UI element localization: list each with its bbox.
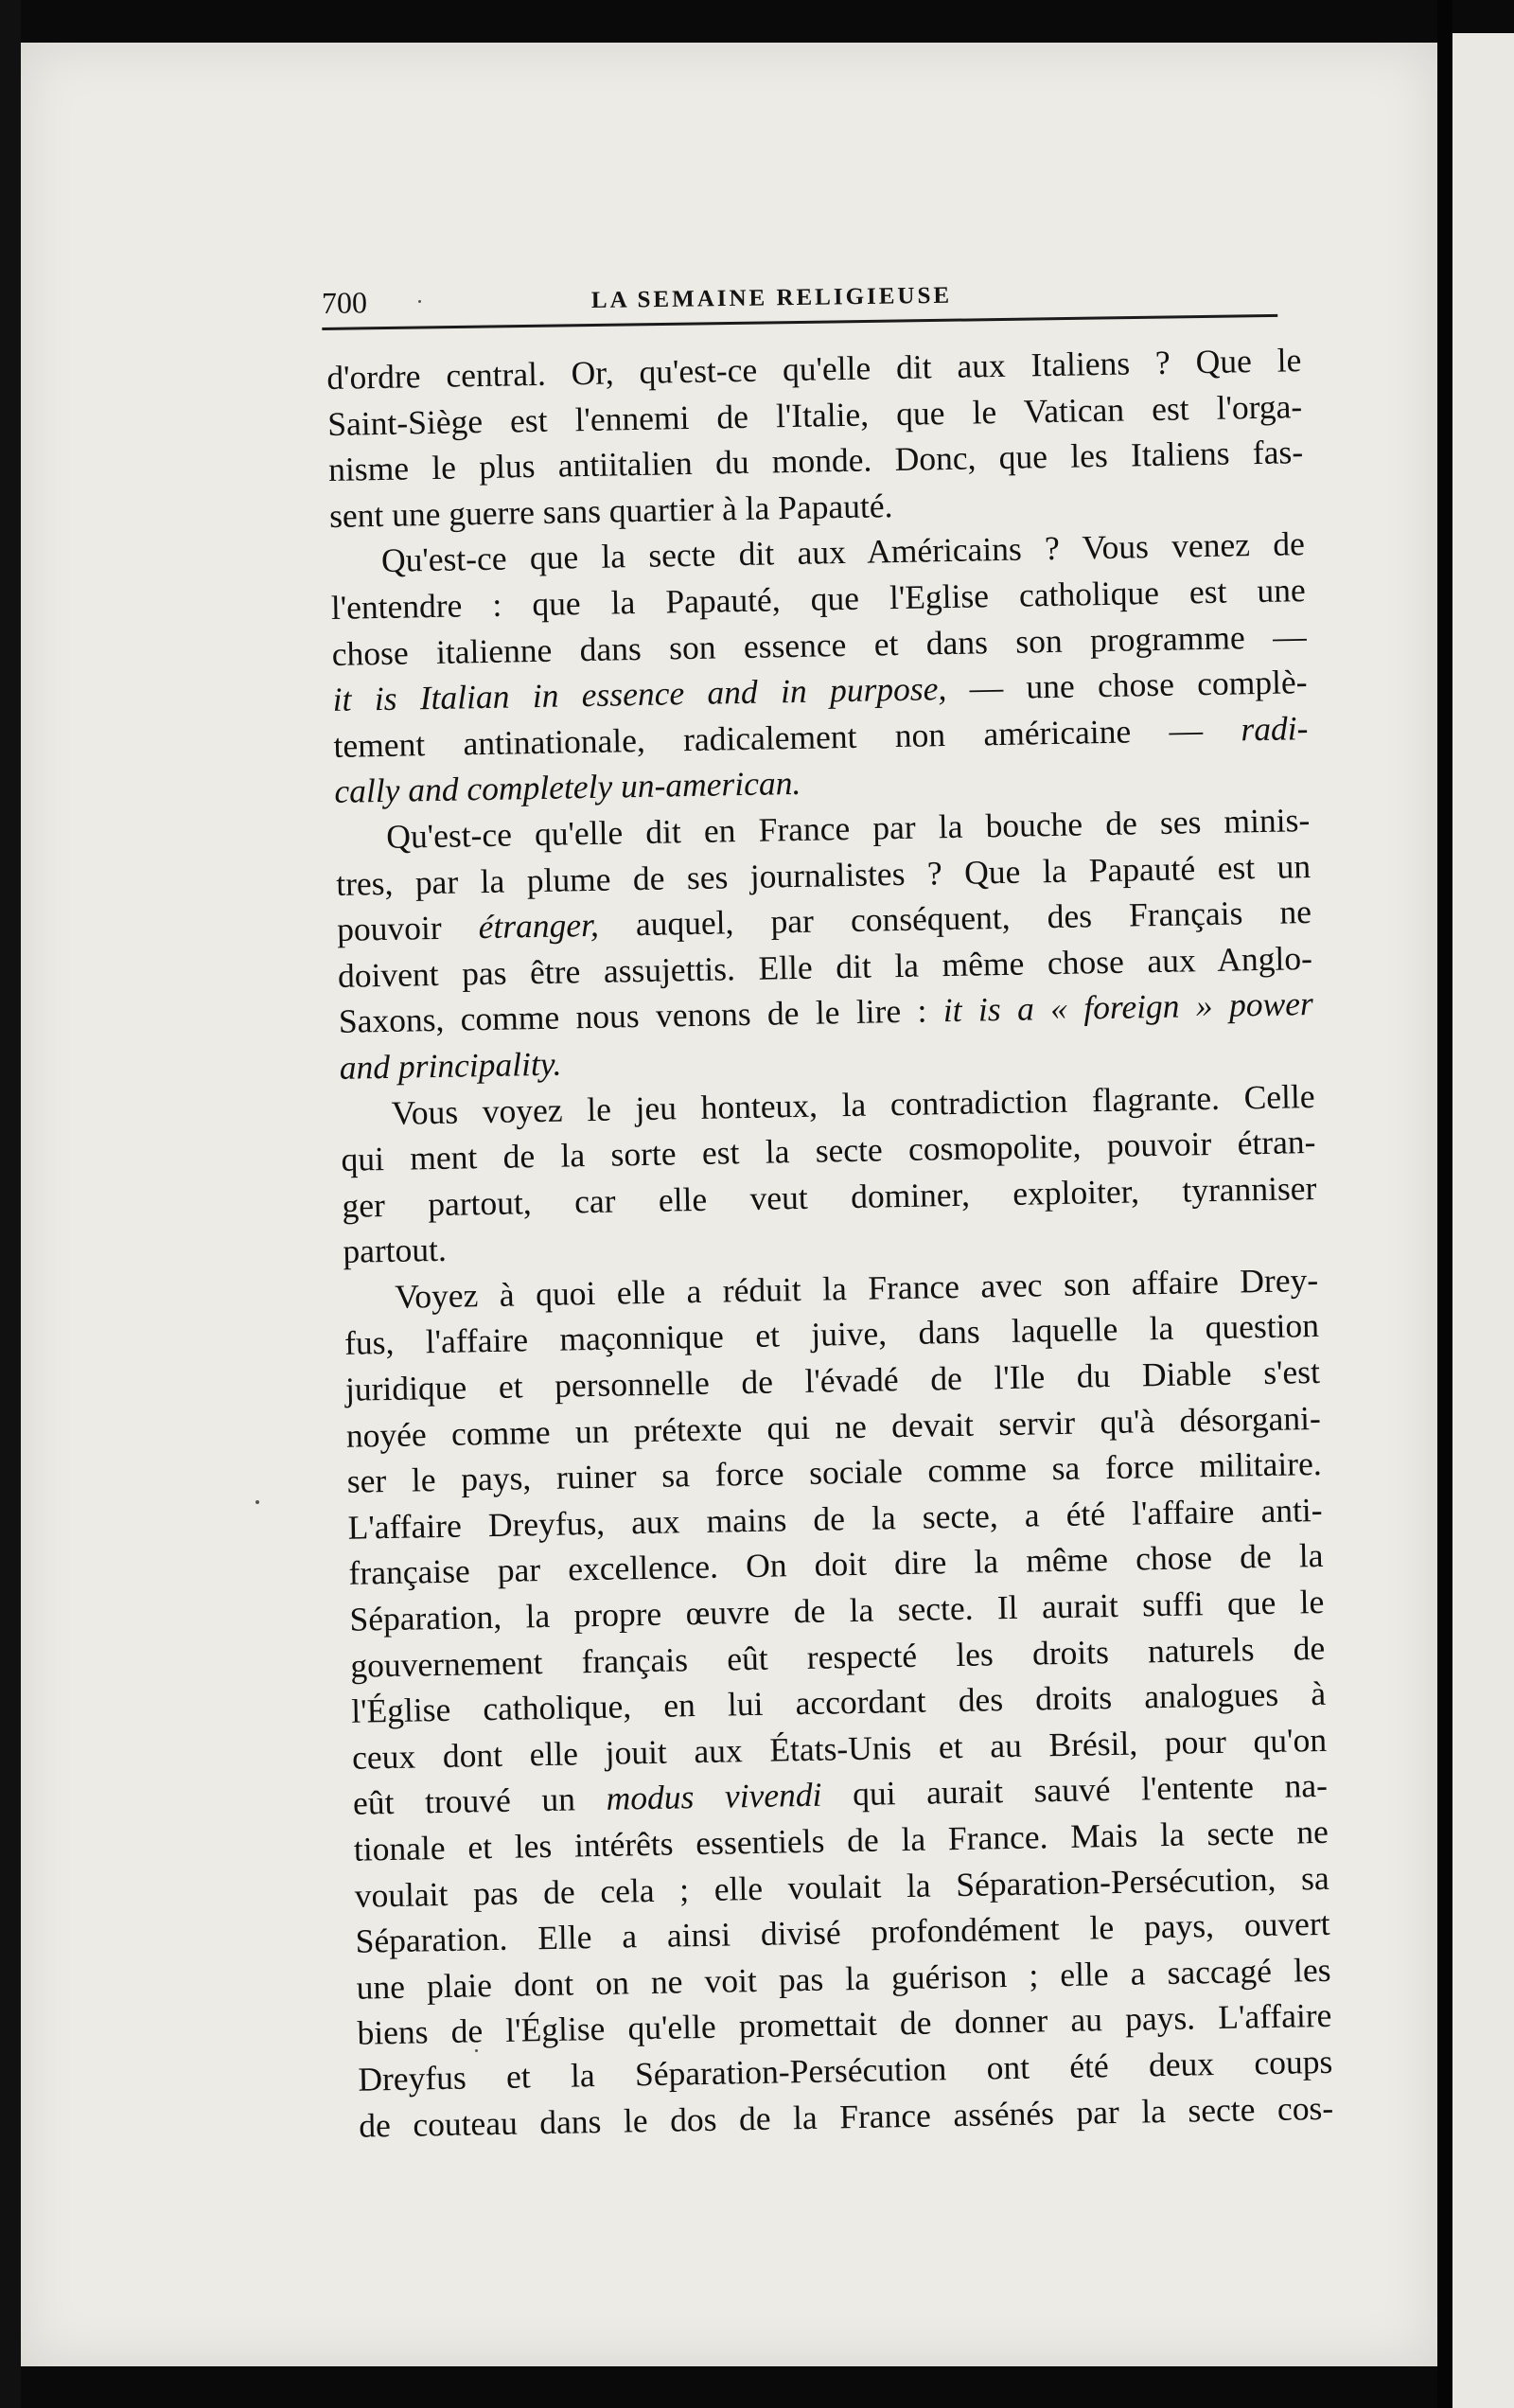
text-line: chose italienne dans son essence et dans son programme — [331, 616, 1307, 673]
english-quote: it is a « foreign » power [942, 984, 1314, 1030]
text-line: Saint-Siège est l'ennemi de l'Italie, que le Vatican est l'orga- [326, 386, 1303, 443]
text-line: Voyez à quoi elle a réduit la France avec son affaire Drey- [394, 1260, 1319, 1316]
body-text [326, 337, 1334, 2149]
text-run: eût trouvé un [352, 1779, 607, 1823]
text-run: tement antinationale, radicalement non américaine — [333, 710, 1241, 765]
text-line: gouvernement français eût respecté les droits naturels de [350, 1628, 1326, 1685]
text-line: l'entendre : que la Papauté, que l'Eglise catholique est une [330, 571, 1307, 627]
text-line: sent une guerre sans quartier à la Papauté. [328, 486, 893, 535]
text-line: tres, par la plume de ses journalistes ? Que la Papauté est un [335, 846, 1312, 903]
text-line: L'affaire Dreyfus, aux mains de la secte, a été l'affaire anti- [347, 1490, 1323, 1547]
running-title: LA SEMAINE RELIGIEUSE [590, 282, 953, 314]
book-spine-shadow [1437, 0, 1452, 2408]
text-line: ceux dont elle jouit aux États-Unis et au Brésil, pour qu'on [351, 1720, 1328, 1777]
text-line: fus, l'affaire maçonnique et juive, dans laquelle la question [343, 1306, 1320, 1363]
english-quote: cally and completely un-american. [334, 764, 801, 811]
text-run: auquel, par conséquent, des Français ne [598, 893, 1312, 944]
text-line: juridique et personnelle de l'évadé de l'Ile du Diable s'est [344, 1353, 1321, 1408]
text-line: Séparation. Elle a ainsi divisé profondément le pays, ouvert [355, 1904, 1330, 1960]
text-line: ger partout, car elle veut dominer, exploiter, tyranniser [342, 1168, 1317, 1225]
text-line: voulait pas de cela ; elle voulait la Séparation-Persécution, sa [354, 1858, 1330, 1915]
text-line: tionale et les intérêts essentiels de la France. Mais la secte ne [353, 1812, 1329, 1868]
text-line: ser le pays, ruiner sa force sociale comme sa force militaire. [346, 1444, 1323, 1501]
text-line: partout. [342, 1231, 448, 1271]
text-line: de couteau dans le dos de la France assénés par la secte cos- [358, 2088, 1334, 2145]
text-line: qui ment de la sorte est la secte cosmopolite, pouvoir étran- [341, 1123, 1316, 1178]
text-line: Séparation, la propre œuvre de la secte. Il aurait suffi que le [349, 1582, 1325, 1638]
text-line: Dreyfus et la Séparation-Persécution ont été deux coups [358, 2042, 1333, 2098]
english-quote: radi- [1241, 708, 1309, 749]
facing-page-edge [1452, 33, 1514, 2408]
english-quote: it is Italian in essence and in purpose, [332, 669, 947, 719]
latin-phrase: modus vivendi [606, 1776, 822, 1818]
text-line: d'ordre central. Or, qu'est-ce qu'elle dit aux Italiens ? Que le [326, 341, 1302, 397]
text-run: pouvoir [336, 908, 480, 949]
text-run: Saxons, comme nous venons de le lire : [338, 991, 944, 1041]
text-line: doivent pas être assujettis. Elle dit la même chose aux Anglo- [337, 938, 1313, 995]
text-line: nisme le plus antiitalien du monde. Donc, que les Italiens fas- [327, 433, 1304, 489]
paper-speck [255, 1500, 259, 1504]
text-line: biens de l'Église qu'elle promettait de donner au pays. L'affaire [357, 1996, 1332, 2053]
italic-word: étranger, [478, 905, 600, 947]
english-quote: and principality. [339, 1044, 562, 1087]
text-line: Qu'est-ce qu'elle dit en France par la bouche de ses minis- [385, 800, 1311, 856]
text-line: l'Église catholique, en lui accordant des droits analogues à [350, 1674, 1327, 1730]
text-run: — une chose complè- [945, 663, 1308, 708]
scan-border-left [0, 0, 21, 2408]
text-line: Vous voyez le jeu honteux, la contradiction flagrante. Celle [391, 1076, 1315, 1132]
text-run: qui aurait sauvé l'entente na- [821, 1766, 1329, 1815]
text-line: une plaie dont on ne voit pas la guérison ; elle a saccagé les [356, 1950, 1331, 2007]
text-line: Qu'est-ce que la secte dit aux Américains ? Vous venez de [380, 524, 1306, 580]
text-line: française par excellence. On doit dire la même chose de la [348, 1536, 1324, 1593]
page-number: 700 [321, 285, 368, 320]
text-line: noyée comme un prétexte qui ne devait servir qu'à désorgani- [345, 1398, 1322, 1455]
